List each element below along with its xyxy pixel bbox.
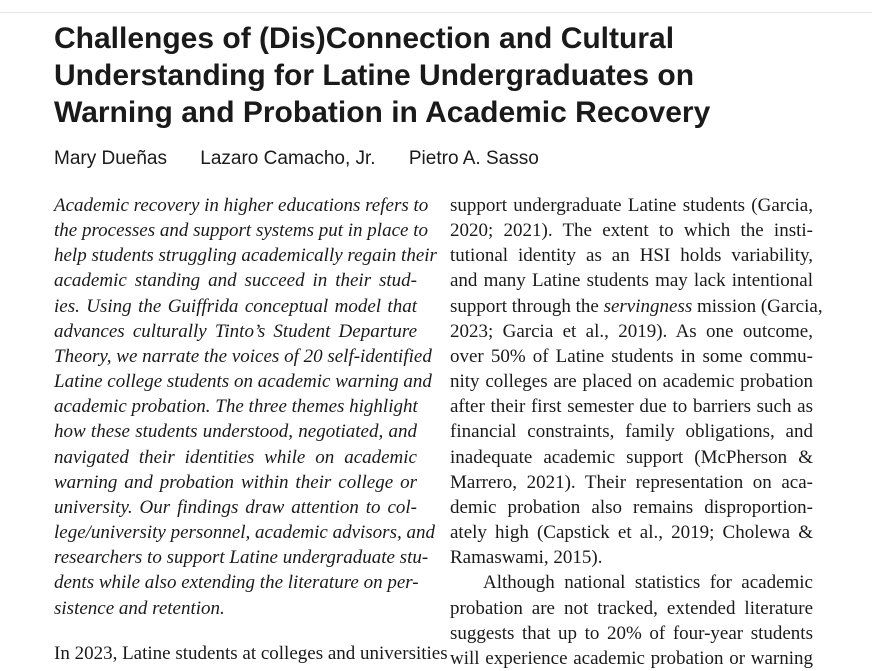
abstract-line: navigated their identities while on academic xyxy=(54,446,417,468)
body-line xyxy=(450,294,823,319)
body-line: Marrero, 2021). Their representation on aca- xyxy=(450,471,813,493)
abstract-line: dents while also extending the literature on per- xyxy=(54,572,419,594)
body-line: after their first semester due to barriers such as xyxy=(450,396,813,418)
body-line: financial constraints, family obligations, and xyxy=(450,421,813,443)
body-line: inadequate academic support (McPherson & xyxy=(450,446,813,468)
body-text-run: mission (Garcia, xyxy=(692,295,823,317)
abstract-line: help students struggling academically regain their xyxy=(54,245,437,267)
body-line: suggests that up to 20% of four-year students xyxy=(450,622,813,644)
title-line: Understanding for Latine Undergraduates on xyxy=(54,59,695,92)
abstract-line: academic standing and succeed in their stud- xyxy=(54,270,417,292)
abstract-line: academic probation. The three themes highlight xyxy=(54,396,418,418)
body-line: demic probation also remains disproportion- xyxy=(450,496,813,518)
abstract-line: university. Our findings draw attention to col- xyxy=(54,496,417,518)
abstract xyxy=(54,193,437,621)
abstract-line: sistence and retention. xyxy=(54,597,225,619)
body-line: ately high (Capstick et al., 2019; Cholewa & xyxy=(450,522,813,544)
author-name: Mary Dueñas xyxy=(54,148,167,169)
body-paragraph-start: In 2023, Latine students at colleges and universities xyxy=(54,643,448,664)
author-name: Pietro A. Sasso xyxy=(408,148,539,169)
title-line: Challenges of (Dis)Connection and Cultural xyxy=(54,22,675,55)
abstract-line: Academic recovery in higher educations refers to xyxy=(54,195,429,216)
abstract-line: the processes and support systems put in place to xyxy=(54,220,428,242)
body-line: Although national statistics for academic xyxy=(483,572,813,594)
body-text-run: support through the xyxy=(450,295,604,317)
abstract-line: advances culturally Tinto’s Student Departure xyxy=(54,320,417,342)
body-line: tutional identity as an HSI holds variability, xyxy=(450,245,813,267)
title-line: Warning and Probation in Academic Recovery xyxy=(54,96,711,129)
abstract-line: Latine college students on academic warning and xyxy=(54,371,432,393)
abstract-line: ies. Using the Guiffrida conceptual model that xyxy=(54,295,417,317)
abstract-line: how these students understood, negotiated, and xyxy=(54,421,417,443)
abstract-line: Theory, we narrate the voices of 20 self-identified xyxy=(54,345,432,367)
abstract-line: lege/university personnel, academic advisors, and xyxy=(54,522,435,544)
body-line: nity colleges are placed on academic probation xyxy=(450,371,813,393)
body-line: over 50% of Latine students in some commu- xyxy=(450,345,813,367)
abstract-line: warning and probation within their college or xyxy=(54,471,417,493)
body-line: 2023; Garcia et al., 2019). As one outcome, xyxy=(450,320,813,342)
body-line: 2020; 2021). The extent to which the insti- xyxy=(450,220,813,242)
body-line: will experience academic probation or warning xyxy=(450,647,813,669)
abstract-line: researchers to support Latine undergraduate stu- xyxy=(54,547,429,569)
body-line: probation are not tracked, extended literature xyxy=(450,597,813,619)
body-line: Ramaswami, 2015). xyxy=(450,547,603,569)
emphasis-servingness: servingness xyxy=(603,295,693,317)
body-line: support undergraduate Latine students (Garcia, xyxy=(450,195,813,216)
author-name: Lazaro Camacho, Jr. xyxy=(200,148,376,169)
body-line: and many Latine students may lack intentional xyxy=(450,270,813,292)
body-text xyxy=(450,193,823,671)
